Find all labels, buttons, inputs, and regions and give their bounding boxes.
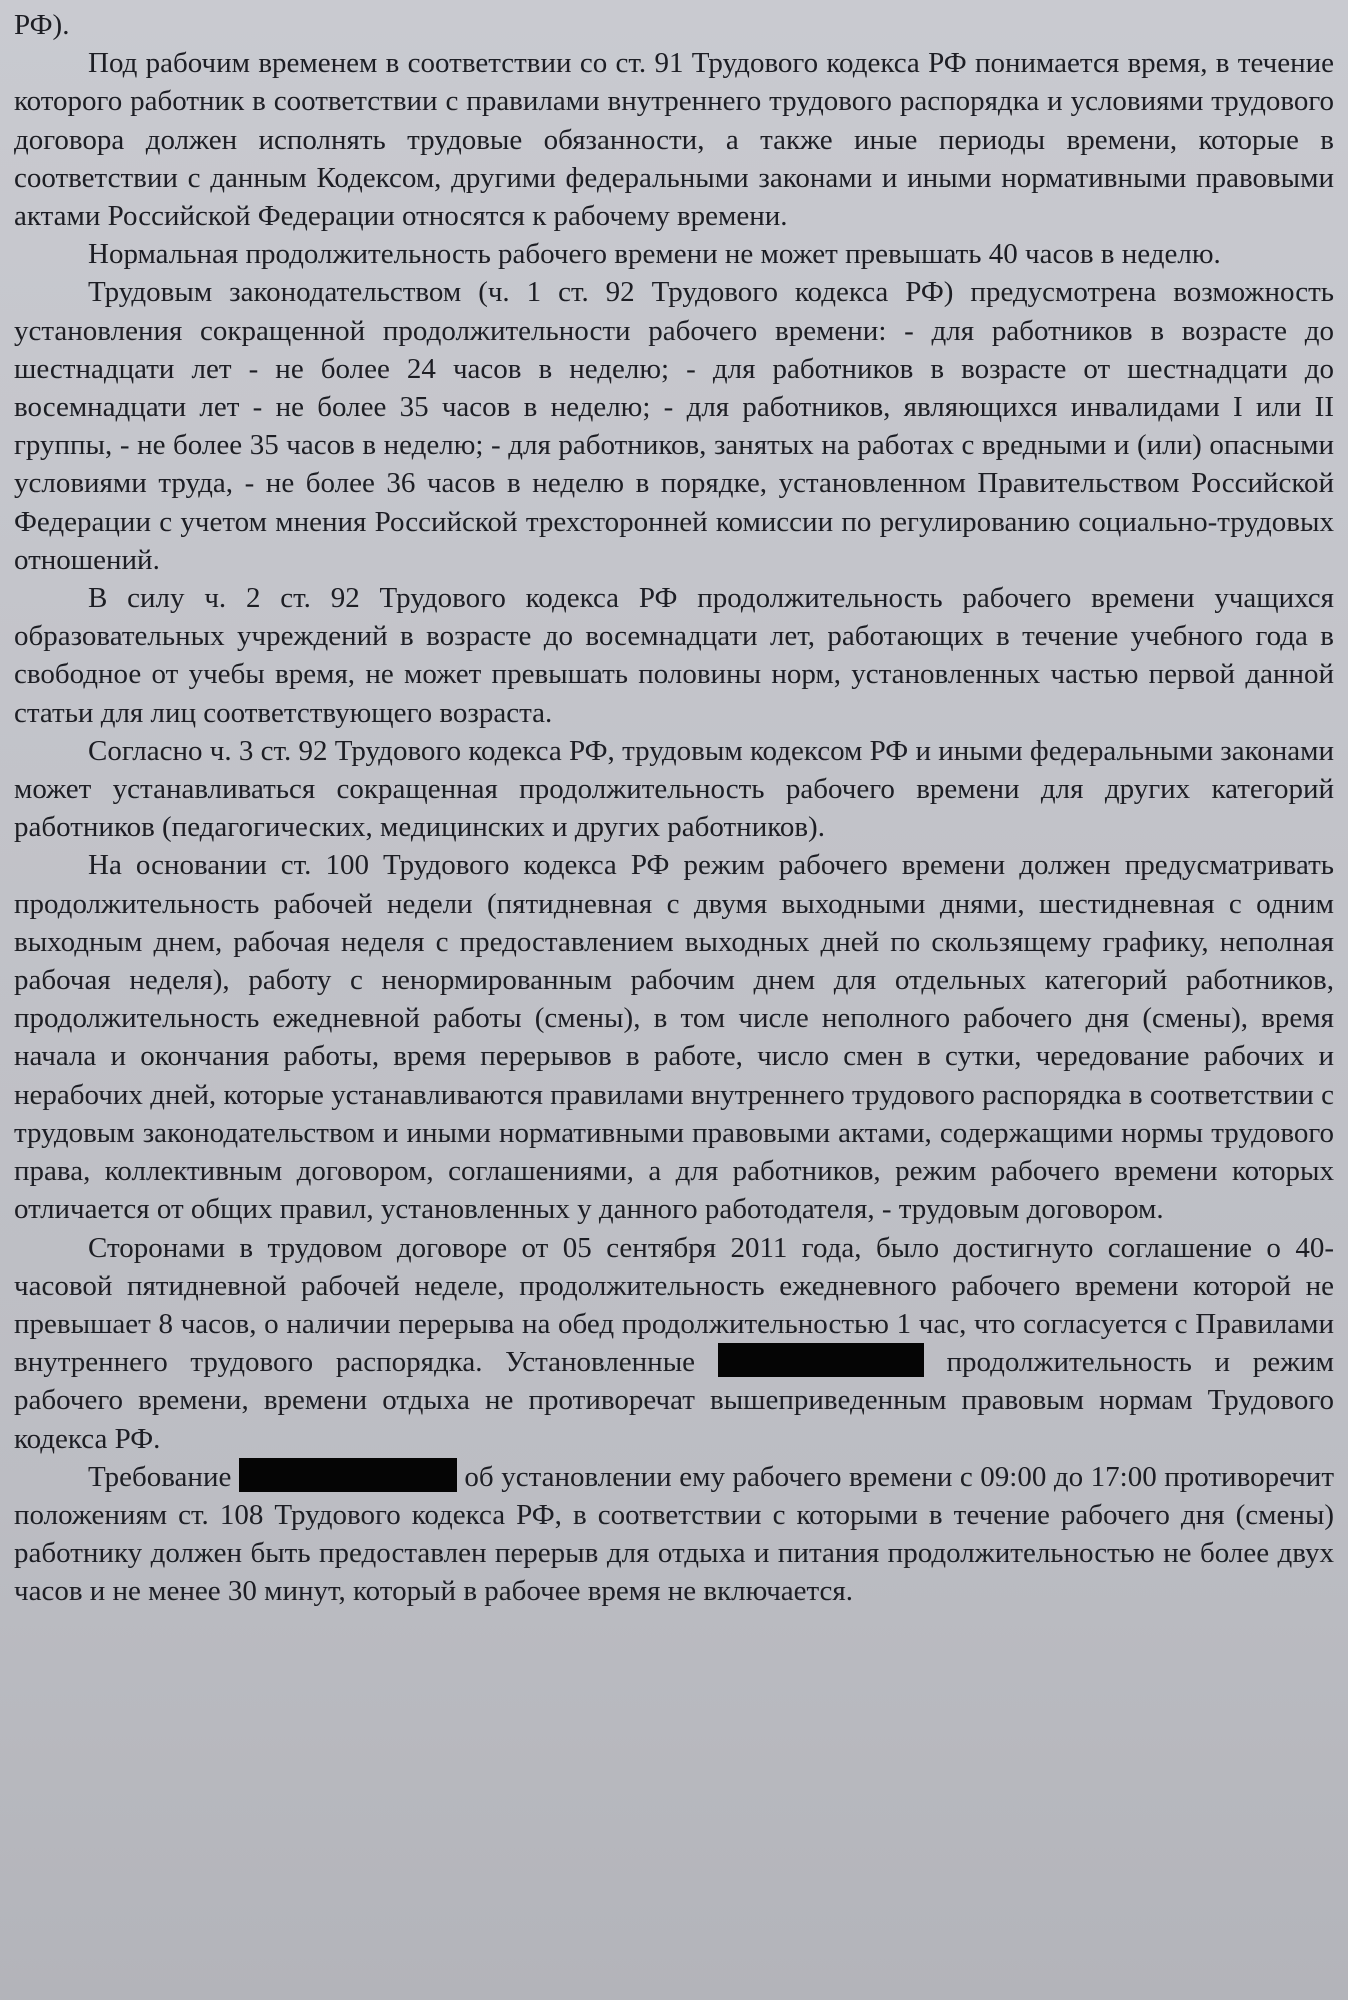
paragraph-claim (14, 1458, 1334, 1611)
paragraph-normal-duration (14, 235, 1334, 273)
paragraph-1-text: Под рабочим временем в соответствии со ст. 91 Трудового кодекса РФ понимается время, в течение которого работник в соответствии с правилами внутреннего трудового распорядка и условиями трудового договора должен исполнять трудовые обязанности, а также иные периоды времени, которые в соответствии с данным Кодексом, другими федеральными законами и иными нормативными правовыми актами Российской Федерации относятся к рабочему времени. (14, 47, 1334, 233)
paragraph-0 (14, 6, 1334, 44)
paragraph-other-categories (14, 732, 1334, 847)
paragraph-8-text-a: Требование (88, 1460, 239, 1493)
paragraph-5-text: Согласно ч. 3 ст. 92 Трудового кодекса РФ, трудовым кодексом РФ и иными федеральными законами может устанавливаться сокращенная продолжительность рабочего времени для других категорий работников (педагогических, медицинских и других работников). (14, 734, 1334, 844)
paragraph-2-text: Нормальная продолжительность рабочего времени не может превышать 40 часов в неделю. (88, 238, 1221, 271)
paragraph-7-text-b: продолжительность и режим рабочего времени, времени отдыха не противоречат вышеприведенным правовым нормам Трудового кодекса РФ. (14, 1346, 1335, 1455)
paragraph-contract-terms (14, 1229, 1334, 1458)
paragraph-working-regime (14, 846, 1334, 1228)
paragraph-6-text: На основании ст. 100 Трудового кодекса РФ режим рабочего времени должен предусматривать продолжительность рабочей недели (пятидневная с двумя выходными днями, шестидневная с одним выходным днем, рабочая неделя с предоставлением выходных дней по скользящему графику, неполная рабочая неделя), работу с ненормированным рабочим днем для отдельных категорий работников, продолжительность ежедневной работы (смены), в том числе неполного рабочего дня (смены), время начала и окончания работы, время перерывов в работе, число смен в сутки, чередование рабочих и нерабочих дней, которые устанавливаются правилами внутреннего трудового распорядка в соответствии с трудовым законодательством и иными нормативными правовыми актами, содержащими нормы трудового права, коллективным договором, соглашениями, а для работников, режим рабочего времени которых отличается от общих правил, установленных у данного работодателя, - трудовым договором. (14, 849, 1334, 1226)
paragraph-0-text: РФ). (14, 9, 70, 41)
paragraph-students-duration (14, 579, 1334, 732)
paragraph-working-time-definition (14, 44, 1334, 235)
redaction-bar (239, 1458, 457, 1492)
paragraph-reduced-duration (14, 273, 1334, 579)
paragraph-8-text-b: об установлении ему рабочего времени с 09:00 до 17:00 противоречит положениям ст. 108 Трудового кодекса РФ, в соответствии с которыми в течение рабочего дня (смены) работнику должен быть предоставлен перерыв для отдыха и питания продолжительностью не более двух часов и не менее 30 минут, который в рабочее время не включается. (14, 1460, 1334, 1608)
paragraph-7-text-a: Сторонами в трудовом договоре от 05 сентября 2011 года, было достигнуто соглашение о 40-часовой пятидневной рабочей неделе, продолжительность ежедневного рабочего времени которой не превышает 8 часов, о наличии перерыва на обед продолжительностью 1 час, что согласуется с Правилами внутреннего трудового распорядка. Установленные (14, 1231, 1334, 1379)
paragraph-4-text: В силу ч. 2 ст. 92 Трудового кодекса РФ продолжительность рабочего времени учащихся образовательных учреждений в возрасте до восемнадцати лет, работающих в течение учебного года в свободное от учебы время, не может превышать половины норм, установленных частью первой данной статьи для лиц соответствующего возраста. (14, 582, 1334, 729)
paragraph-3-text: Трудовым законодательством (ч. 1 ст. 92 Трудового кодекса РФ) предусмотрена возможность установления сокращенной продолжительности рабочего времени: - для работников в возрасте до шестнадцати лет - не более 24 часов в неделю; - для работников в возрасте от шестнадцати до восемнадцати лет - не более 35 часов в неделю; - для работников, являющихся инвалидами I или II группы, - не более 35 часов в неделю; - для работников, занятых на работах с вредными и (или) опасными условиями труда, - не более 36 часов в неделю в порядке, установленном Правительством Российской Федерации с учетом мнения Российской трехсторонней комиссии по регулированию социально-трудовых отношений. (14, 276, 1334, 576)
redaction-bar (718, 1343, 924, 1377)
